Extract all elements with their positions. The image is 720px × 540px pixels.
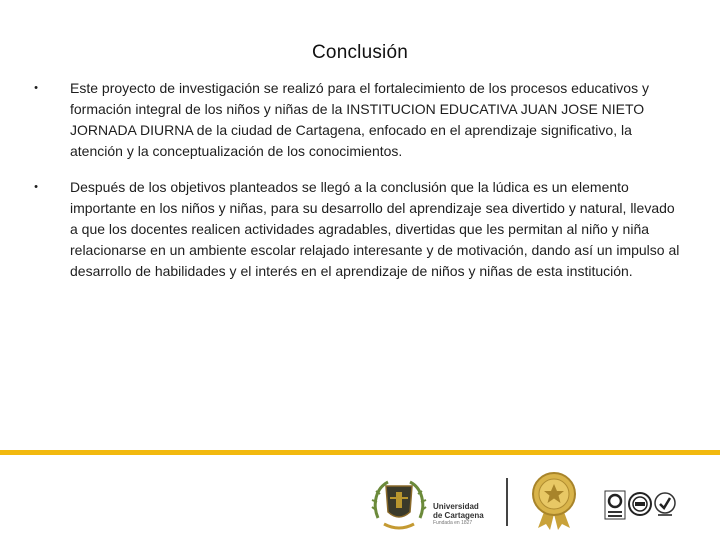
bullet-list bbox=[30, 78, 680, 282]
bullet-marker: • bbox=[34, 82, 38, 94]
bullet-item bbox=[30, 78, 680, 162]
bullet-text: Este proyecto de investigación se realizó para el fortalecimiento de los procesos educativos y formación integral de los niños y niñas de la INSTITUCION EDUCATIVA JUAN JOSE NIETO JORNADA DIURNA de la ciudad de Cartagena, enfocado en el aprendizaje significativo, la atención y la conceptualización de los conocimientos. bbox=[70, 80, 649, 159]
accreditation-seal-logo bbox=[530, 472, 578, 530]
bullet-text: Después de los objetivos planteados se llegó a la conclusión que la lúdica es un elemento importante en los niños y niñas, para su desarrollo del aprendizaje sea divertido y natural, llevado a que los docentes realicen actividades agradables, divertidas que les permitan al niño y niña relacionarse en un ambiente escolar relajado interesante y de motivación, dando así un impulso al desarrollo de habilidades y el interés en el aprendizaje de niños y niñas de esta institución. bbox=[70, 179, 680, 279]
university-crest-logo bbox=[370, 476, 428, 532]
university-name-line2: de Cartagena bbox=[433, 511, 484, 520]
university-since: Fundada en 1827 bbox=[433, 520, 473, 526]
bullet-item bbox=[30, 177, 680, 282]
footer-vertical-divider bbox=[506, 478, 508, 526]
university-name-line1: Universidad bbox=[433, 502, 479, 511]
bullet-marker: • bbox=[34, 181, 38, 193]
iso-certification-logo bbox=[604, 490, 626, 520]
slide-title: Conclusión bbox=[312, 42, 408, 63]
gold-divider-line bbox=[0, 450, 720, 455]
certification-logo bbox=[654, 492, 676, 518]
iqnet-certification-logo bbox=[628, 492, 652, 516]
university-name bbox=[433, 502, 503, 520]
